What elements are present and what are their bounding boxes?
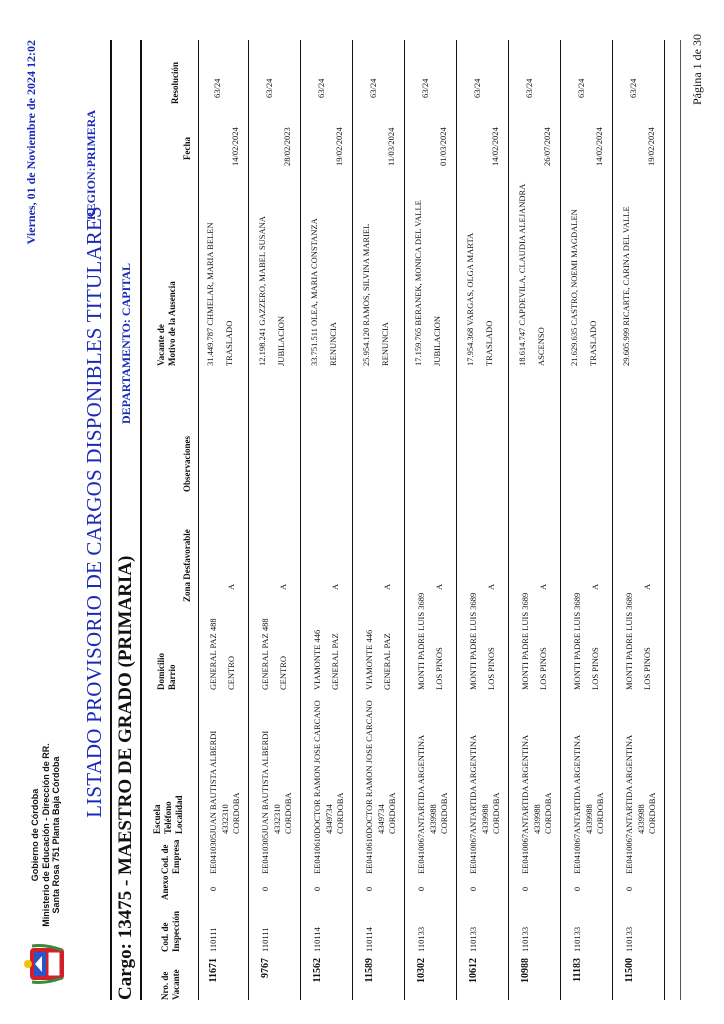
vacancy-number: 11500 [624, 958, 635, 983]
absence-reason: TRASLADO [484, 320, 494, 366]
col-header-resolucion: Resolución [170, 61, 180, 104]
annex: 0 [312, 886, 322, 892]
annex: 0 [520, 886, 530, 892]
company-code: EE0410067 [572, 833, 582, 874]
address: MONTI PADRE LUIS 3689 [416, 592, 426, 690]
resolution: 63/24 [576, 78, 586, 98]
annex: 0 [208, 886, 218, 892]
table-row [564, 40, 613, 1000]
col-header-nro: Nro. de Vacante [160, 969, 181, 1000]
vacant-person: 21.629.635 CASTRO, NOEMI MAGDALEN [569, 209, 579, 366]
company-code: EE0410305 [208, 833, 218, 874]
neighborhood: LOS PINOS [486, 647, 496, 690]
school-phone: 4339988 [635, 804, 646, 834]
school-phone: 4332310 [219, 804, 230, 834]
locality: CORDOBA [439, 792, 449, 834]
locality: CORDOBA [543, 792, 553, 834]
table-row [356, 40, 405, 1000]
school-phone: 4332310 [271, 804, 282, 834]
absence-reason: RENUNCIA [380, 322, 390, 366]
resolution: 63/24 [472, 78, 482, 98]
neighborhood: LOS PINOS [538, 647, 548, 690]
inspection-code: 110111 [260, 927, 270, 952]
school-name: DOCTOR RAMON JOSE CARCANO [312, 700, 322, 834]
locality: CORDOBA [491, 792, 501, 834]
unfavorable-zone: A [278, 583, 288, 590]
vacancy-number: 11183 [572, 958, 583, 982]
school-name: JUAN BAUTISTA ALBERDI [208, 730, 218, 834]
vacancy-number: 10612 [468, 958, 479, 983]
cordoba-coat-of-arms-logo [20, 944, 70, 984]
table-row [252, 40, 301, 1000]
date: 14/02/2024 [490, 127, 500, 166]
resolution: 63/24 [316, 78, 326, 98]
col-header-inspeccion: Cod. de Inspección [160, 910, 181, 952]
date: 11/03/2024 [386, 127, 396, 166]
organization-header [30, 720, 62, 950]
report-datetime: Viernes, 01 de Noviembre de 2024 12:02 [24, 40, 38, 245]
inspection-code: 110111 [208, 927, 218, 952]
neighborhood: GENERAL PAZ [382, 633, 392, 690]
annex: 0 [260, 886, 270, 892]
absence-reason: TRASLADO [588, 320, 598, 366]
address: GENERAL PAZ 488 [260, 618, 270, 690]
org-line-2: Ministerio de Educación - Dirección de RR. [40, 743, 51, 927]
inspection-code: 110133 [468, 926, 478, 952]
locality: CORDOBA [231, 792, 241, 834]
table-row [408, 40, 457, 1000]
unfavorable-zone: A [330, 583, 340, 590]
vacancy-number: 10988 [520, 958, 531, 983]
date: 14/02/2024 [594, 127, 604, 166]
inspection-code: 110133 [416, 926, 426, 952]
address: MONTI PADRE LUIS 3689 [468, 592, 478, 690]
date: 14/02/2024 [230, 127, 240, 166]
table-row [512, 40, 561, 1000]
page-number: Página 1 de 30 [690, 34, 704, 105]
company-code: EE0410610 [364, 833, 374, 874]
unfavorable-zone: A [434, 583, 444, 590]
vacant-person: 18.614.747 CAPDEVILA, CLAUDIA ALEJANDRA [517, 183, 527, 366]
resolution: 63/24 [212, 78, 222, 98]
vacant-person: 17.954.368 VARGAS, OLGA MARTA [465, 232, 475, 366]
company-code: EE0410067 [468, 833, 478, 874]
locality: CORDOBA [595, 792, 605, 834]
table-row [460, 40, 509, 1000]
unfavorable-zone: A [590, 583, 600, 590]
org-line-3: Santa Rosa 751 Planta Baja Córdoba [51, 756, 61, 914]
table-row [304, 40, 353, 1000]
annex: 0 [416, 886, 426, 892]
vacant-person: 31.449.787 CHMELAR, MARIA BELEN [205, 222, 215, 366]
date: 28/02/2023 [282, 127, 292, 166]
unfavorable-zone: A [226, 583, 236, 590]
title-divider [110, 40, 112, 1000]
neighborhood: LOS PINOS [642, 647, 652, 690]
annex: 0 [468, 886, 478, 892]
resolution: 63/24 [628, 78, 638, 98]
inspection-code: 110114 [312, 927, 322, 952]
vacancy-number: 11671 [208, 958, 219, 983]
inspection-code: 110133 [624, 926, 634, 952]
resolution: 63/24 [524, 78, 534, 98]
table-row [616, 40, 665, 1000]
annex: 0 [624, 886, 634, 892]
inspection-code: 110133 [572, 926, 582, 952]
school-name: DOCTOR RAMON JOSE CARCANO [364, 700, 374, 834]
org-line-1: Gobierno de Córdoba [30, 788, 40, 882]
neighborhood: LOS PINOS [590, 647, 600, 690]
absence-reason: JUBILACION [276, 315, 286, 366]
vacancy-number: 11562 [312, 958, 323, 983]
col-header-fecha: Fecha [182, 137, 192, 160]
date: 19/02/2024 [334, 127, 344, 166]
address: GENERAL PAZ 488 [208, 618, 218, 690]
vacant-person: 29.605.999 RICARTE, CARINA DEL VALLE [621, 206, 631, 366]
address: VIAMONTE 446 [312, 629, 322, 690]
absence-reason: JUBILACION [432, 315, 442, 366]
school-phone: 4349734 [323, 804, 334, 834]
resolution: 63/24 [368, 78, 378, 98]
company-code: EE0410305 [260, 833, 270, 874]
col-header-zona: Zona Desfavorable [182, 529, 192, 602]
neighborhood: CENTRO [226, 656, 236, 690]
vacant-person: 12.198.241 GAZZERO, MABEL SUSANA [257, 216, 267, 366]
unfavorable-zone: A [538, 583, 548, 590]
school-phone: 4339988 [427, 804, 438, 834]
col-header-vacante: Vacante de Motivo de la Ausencia [156, 281, 177, 366]
vacancy-number: 10302 [416, 958, 427, 983]
absence-reason: ASCENSO [536, 327, 546, 366]
company-code: EE0410067 [624, 833, 634, 874]
col-header-observaciones: Observaciones [182, 436, 192, 492]
company-code: EE0410067 [520, 833, 530, 874]
unfavorable-zone: A [642, 583, 652, 590]
department-label: DEPARTAMENTO: CAPITAL [119, 262, 133, 424]
col-header-domicilio: Domicilio Barrio [156, 653, 177, 690]
header-divider [198, 40, 199, 1000]
region-label: REGION:PRIMERA [84, 110, 98, 220]
vacant-person: 17.159.765 BERANEK, MONICA DEL VALLE [413, 200, 423, 366]
col-header-anexo: Anexo [160, 875, 170, 900]
inspection-code: 110114 [364, 927, 374, 952]
unfavorable-zone: A [486, 583, 496, 590]
date: 01/03/2024 [438, 127, 448, 166]
address: MONTI PADRE LUIS 3689 [520, 592, 530, 690]
date: 19/02/2024 [646, 127, 656, 166]
address: VIAMONTE 446 [364, 629, 374, 690]
company-code: EE0410610 [312, 833, 322, 874]
cargo-divider [140, 40, 142, 1000]
date: 26/07/2024 [542, 127, 552, 166]
school-name: ANTARTIDA ARGENTINA [624, 734, 634, 834]
cargo-heading: Cargo: 13475 - MAESTRO DE GRADO (PRIMARIA) [115, 555, 136, 1000]
neighborhood: CENTRO [278, 656, 288, 690]
school-name: ANTARTIDA ARGENTINA [520, 734, 530, 834]
school-name: ANTARTIDA ARGENTINA [416, 734, 426, 834]
col-header-escuela: Escuela Teléfono Localidad [152, 795, 184, 834]
address: MONTI PADRE LUIS 3689 [572, 592, 582, 690]
vacancy-number: 9767 [260, 958, 271, 978]
neighborhood: LOS PINOS [434, 647, 444, 690]
unfavorable-zone: A [382, 583, 392, 590]
annex: 0 [364, 886, 374, 892]
vacant-person: 25.954.120 RAMOS, SILVINA MARIEL [361, 223, 371, 366]
school-name: ANTARTIDA ARGENTINA [572, 734, 582, 834]
company-code: EE0410067 [416, 833, 426, 874]
school-phone: 4339988 [583, 804, 594, 834]
vacant-person: 33.751.511 OLEA, MARIA CONSTANZA [309, 218, 319, 366]
col-header-empresa: Cod. de Empresa [160, 839, 181, 874]
school-phone: 4339988 [479, 804, 490, 834]
school-name: JUAN BAUTISTA ALBERDI [260, 730, 270, 834]
locality: CORDOBA [387, 792, 397, 834]
inspection-code: 110133 [520, 926, 530, 952]
address: MONTI PADRE LUIS 3689 [624, 592, 634, 690]
locality: CORDOBA [283, 792, 293, 834]
locality: CORDOBA [647, 792, 657, 834]
footer-divider [680, 40, 681, 1000]
annex: 0 [572, 886, 582, 892]
resolution: 63/24 [264, 78, 274, 98]
absence-reason: RENUNCIA [328, 322, 338, 366]
vacancy-number: 11589 [364, 958, 375, 983]
table-row [200, 40, 249, 1000]
resolution: 63/24 [420, 78, 430, 98]
school-phone: 4339988 [531, 804, 542, 834]
locality: CORDOBA [335, 792, 345, 834]
absence-reason: TRASLADO [224, 320, 234, 366]
school-name: ANTARTIDA ARGENTINA [468, 734, 478, 834]
school-phone: 4349734 [375, 804, 386, 834]
neighborhood: GENERAL PAZ [330, 633, 340, 690]
page-title: LISTADO PROVISORIO DE CARGOS DISPONIBLES TITULARES [82, 206, 106, 818]
